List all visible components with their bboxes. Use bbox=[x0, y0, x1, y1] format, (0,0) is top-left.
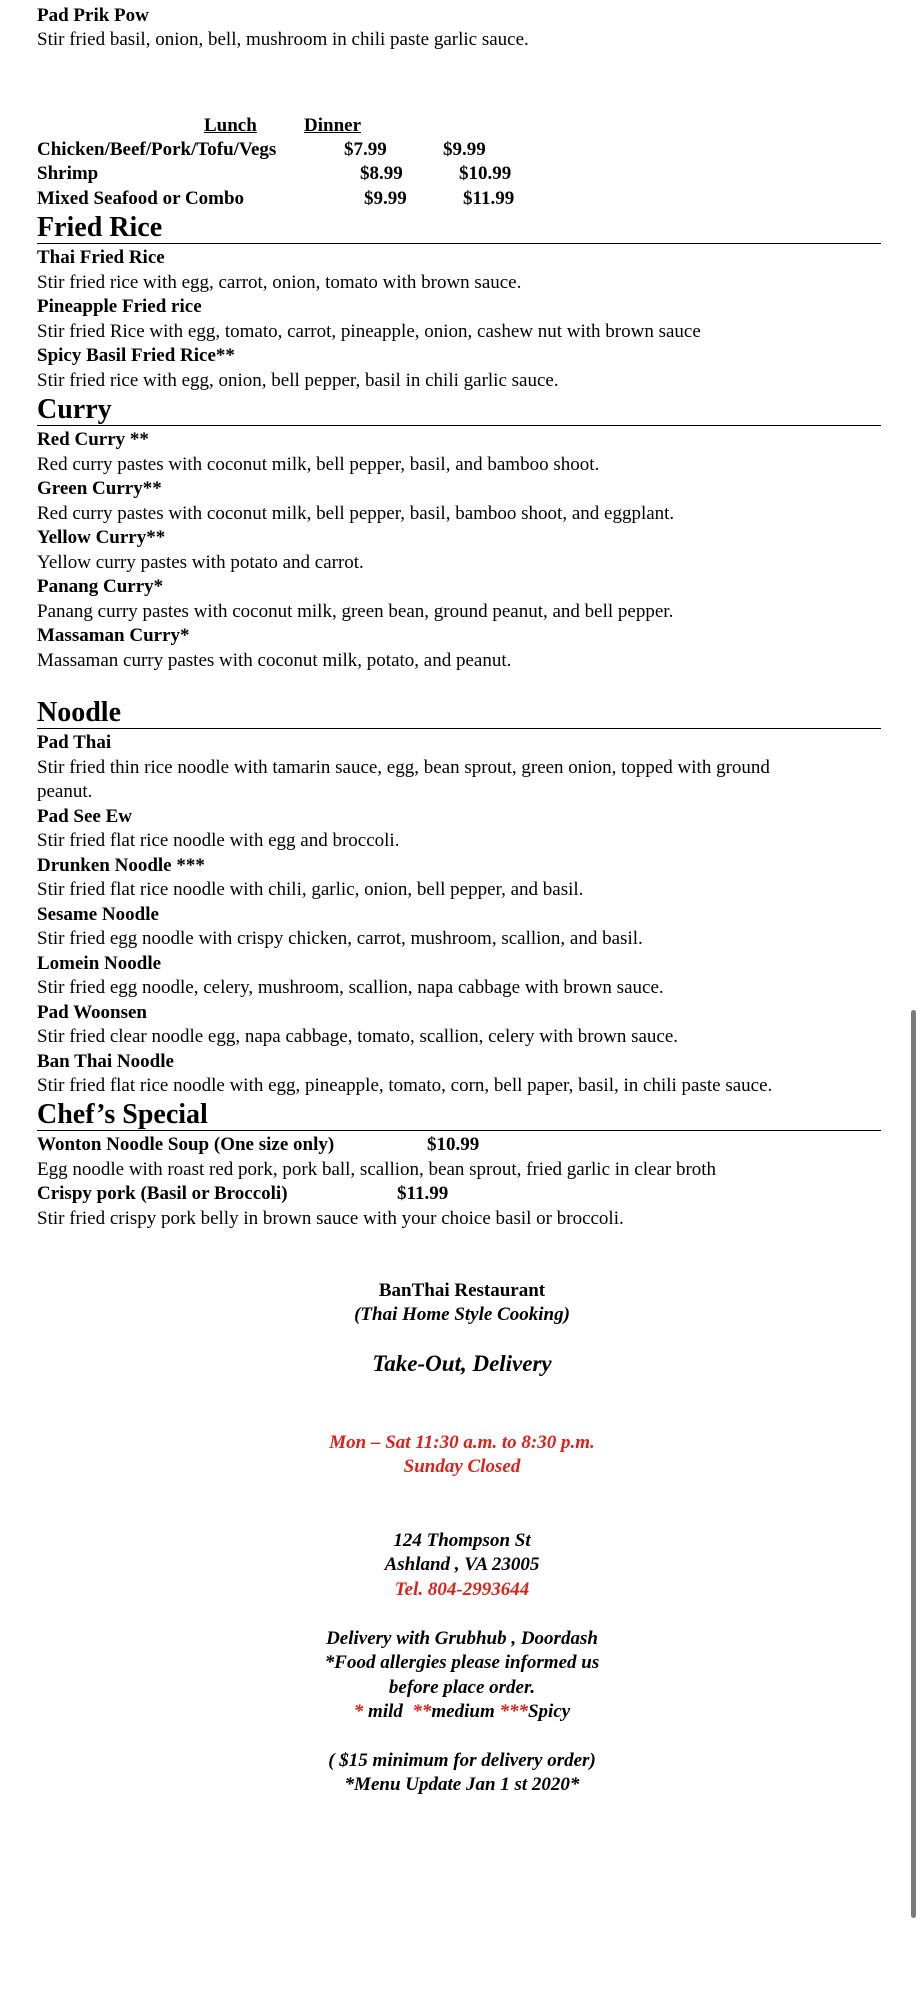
spice-label-mild: mild bbox=[363, 1701, 413, 1722]
spice-mark-medium: ** bbox=[412, 1701, 432, 1722]
item-title: Crispy pork (Basil or Broccoli) bbox=[37, 1183, 288, 1204]
item-title: Sesame Noodle bbox=[37, 904, 159, 925]
item-title: Green Curry** bbox=[37, 478, 162, 499]
address-street: 124 Thompson St bbox=[393, 1530, 531, 1551]
price-row-dinner: $9.99 bbox=[443, 139, 486, 160]
item-description: Stir fried rice with egg, carrot, onion, tomato with brown sauce. bbox=[37, 272, 522, 293]
section-heading-chefs-special: Chef’s Special bbox=[37, 1099, 881, 1131]
price-row-label: Mixed Seafood or Combo bbox=[37, 188, 245, 209]
item-description: Stir fried flat rice noodle with egg and broccoli. bbox=[37, 830, 400, 851]
restaurant-name: BanThai Restaurant bbox=[378, 1280, 546, 1301]
item-price: $10.99 bbox=[427, 1134, 480, 1155]
item-title: Pad Prik Pow bbox=[37, 5, 149, 26]
item-description: Red curry pastes with coconut milk, bell pepper, basil, and bamboo shoot. bbox=[37, 454, 600, 475]
price-row-lunch: $8.99 bbox=[360, 163, 403, 184]
item-description: Red curry pastes with coconut milk, bell pepper, basil, bamboo shoot, and eggplant. bbox=[37, 503, 675, 524]
delivery-minimum: ( $15 minimum for delivery order) bbox=[328, 1750, 596, 1771]
item-description: Stir fried flat rice noodle with egg, pineapple, tomato, corn, bell paper, basil, in chili paste sauce. bbox=[37, 1075, 773, 1096]
item-description: Stir fried flat rice noodle with chili, garlic, onion, bell pepper, and basil. bbox=[37, 879, 584, 900]
item-title: Red Curry ** bbox=[37, 429, 149, 450]
price-row-lunch: $9.99 bbox=[364, 188, 407, 209]
item-title: Drunken Noodle *** bbox=[37, 855, 205, 876]
item-title: Massaman Curry* bbox=[37, 625, 190, 646]
item-description: Yellow curry pastes with potato and carrot. bbox=[37, 552, 364, 573]
item-price: $11.99 bbox=[397, 1183, 449, 1204]
spice-mark-mild: * bbox=[353, 1701, 364, 1722]
item-title: Spicy Basil Fried Rice** bbox=[37, 345, 235, 366]
item-title: Wonton Noodle Soup (One size only) bbox=[37, 1134, 335, 1155]
lunch-header: Lunch bbox=[204, 115, 257, 136]
section-heading-curry: Curry bbox=[37, 394, 881, 426]
dinner-header: Dinner bbox=[304, 115, 361, 136]
item-title: Thai Fried Rice bbox=[37, 247, 165, 268]
opening-hours: Mon – Sat 11:30 a.m. to 8:30 p.m. bbox=[329, 1432, 595, 1453]
menu-update-note: *Menu Update Jan 1 st 2020* bbox=[344, 1774, 580, 1795]
item-description: Stir fried egg noodle, celery, mushroom, scallion, napa cabbage with brown sauce. bbox=[37, 977, 664, 998]
price-row-dinner: $10.99 bbox=[459, 163, 512, 184]
item-description: Panang curry pastes with coconut milk, green bean, ground peanut, and bell pepper. bbox=[37, 601, 674, 622]
service-type: Take-Out, Delivery bbox=[372, 1351, 552, 1376]
item-description: Massaman curry pastes with coconut milk, potato, and peanut. bbox=[37, 650, 512, 671]
item-title: Pineapple Fried rice bbox=[37, 296, 202, 317]
delivery-partners: Delivery with Grubhub , Doordash bbox=[326, 1628, 598, 1649]
section-heading-fried-rice: Fried Rice bbox=[37, 212, 881, 244]
item-description: Stir fried basil, onion, bell, mushroom in chili paste garlic sauce. bbox=[37, 29, 529, 50]
item-title: Pad Thai bbox=[37, 732, 112, 753]
item-description: Stir fried rice with egg, onion, bell pepper, basil in chili garlic sauce. bbox=[37, 370, 559, 391]
item-title: Ban Thai Noodle bbox=[37, 1051, 174, 1072]
closed-day: Sunday Closed bbox=[403, 1456, 521, 1477]
item-title: Pad Woonsen bbox=[37, 1002, 147, 1023]
address-city: Ashland , VA 23005 bbox=[384, 1554, 540, 1575]
item-description: Stir fried Rice with egg, tomato, carrot, pineapple, onion, cashew nut with brown sauce bbox=[37, 321, 701, 342]
allergy-note: *Food allergies please informed us bbox=[324, 1652, 600, 1673]
vertical-scrollbar[interactable] bbox=[911, 1010, 916, 1918]
spice-label-medium: medium bbox=[431, 1701, 500, 1722]
item-description-continued: peanut. bbox=[37, 781, 93, 802]
item-title: Panang Curry* bbox=[37, 576, 164, 597]
spice-mark-spicy: *** bbox=[499, 1701, 528, 1722]
price-row-label: Shrimp bbox=[37, 163, 99, 184]
price-row-lunch: $7.99 bbox=[344, 139, 387, 160]
restaurant-tagline: (Thai Home Style Cooking) bbox=[354, 1304, 570, 1325]
item-description: Stir fried crispy pork belly in brown sauce with your choice basil or broccoli. bbox=[37, 1208, 624, 1229]
item-title: Pad See Ew bbox=[37, 806, 132, 827]
price-row-label: Chicken/Beef/Pork/Tofu/Vegs bbox=[37, 139, 277, 160]
phone-number: Tel. 804-2993644 bbox=[394, 1579, 530, 1600]
item-description: Egg noodle with roast red pork, pork ball, scallion, bean sprout, fried garlic in clear broth bbox=[37, 1159, 717, 1180]
section-heading-noodle: Noodle bbox=[37, 697, 881, 729]
price-row-dinner: $11.99 bbox=[463, 188, 515, 209]
spice-label-spicy: Spicy bbox=[527, 1701, 571, 1722]
item-title: Yellow Curry** bbox=[37, 527, 166, 548]
item-description: Stir fried clear noodle egg, napa cabbage, tomato, scallion, celery with brown sauce. bbox=[37, 1026, 679, 1047]
allergy-note-continued: before place order. bbox=[388, 1677, 536, 1698]
item-title: Lomein Noodle bbox=[37, 953, 162, 974]
item-description: Stir fried egg noodle with crispy chicken, carrot, mushroom, scallion, and basil. bbox=[37, 928, 643, 949]
item-description: Stir fried thin rice noodle with tamarin sauce, egg, bean sprout, green onion, topped with ground bbox=[37, 757, 770, 778]
spice-legend bbox=[0, 1701, 924, 1723]
